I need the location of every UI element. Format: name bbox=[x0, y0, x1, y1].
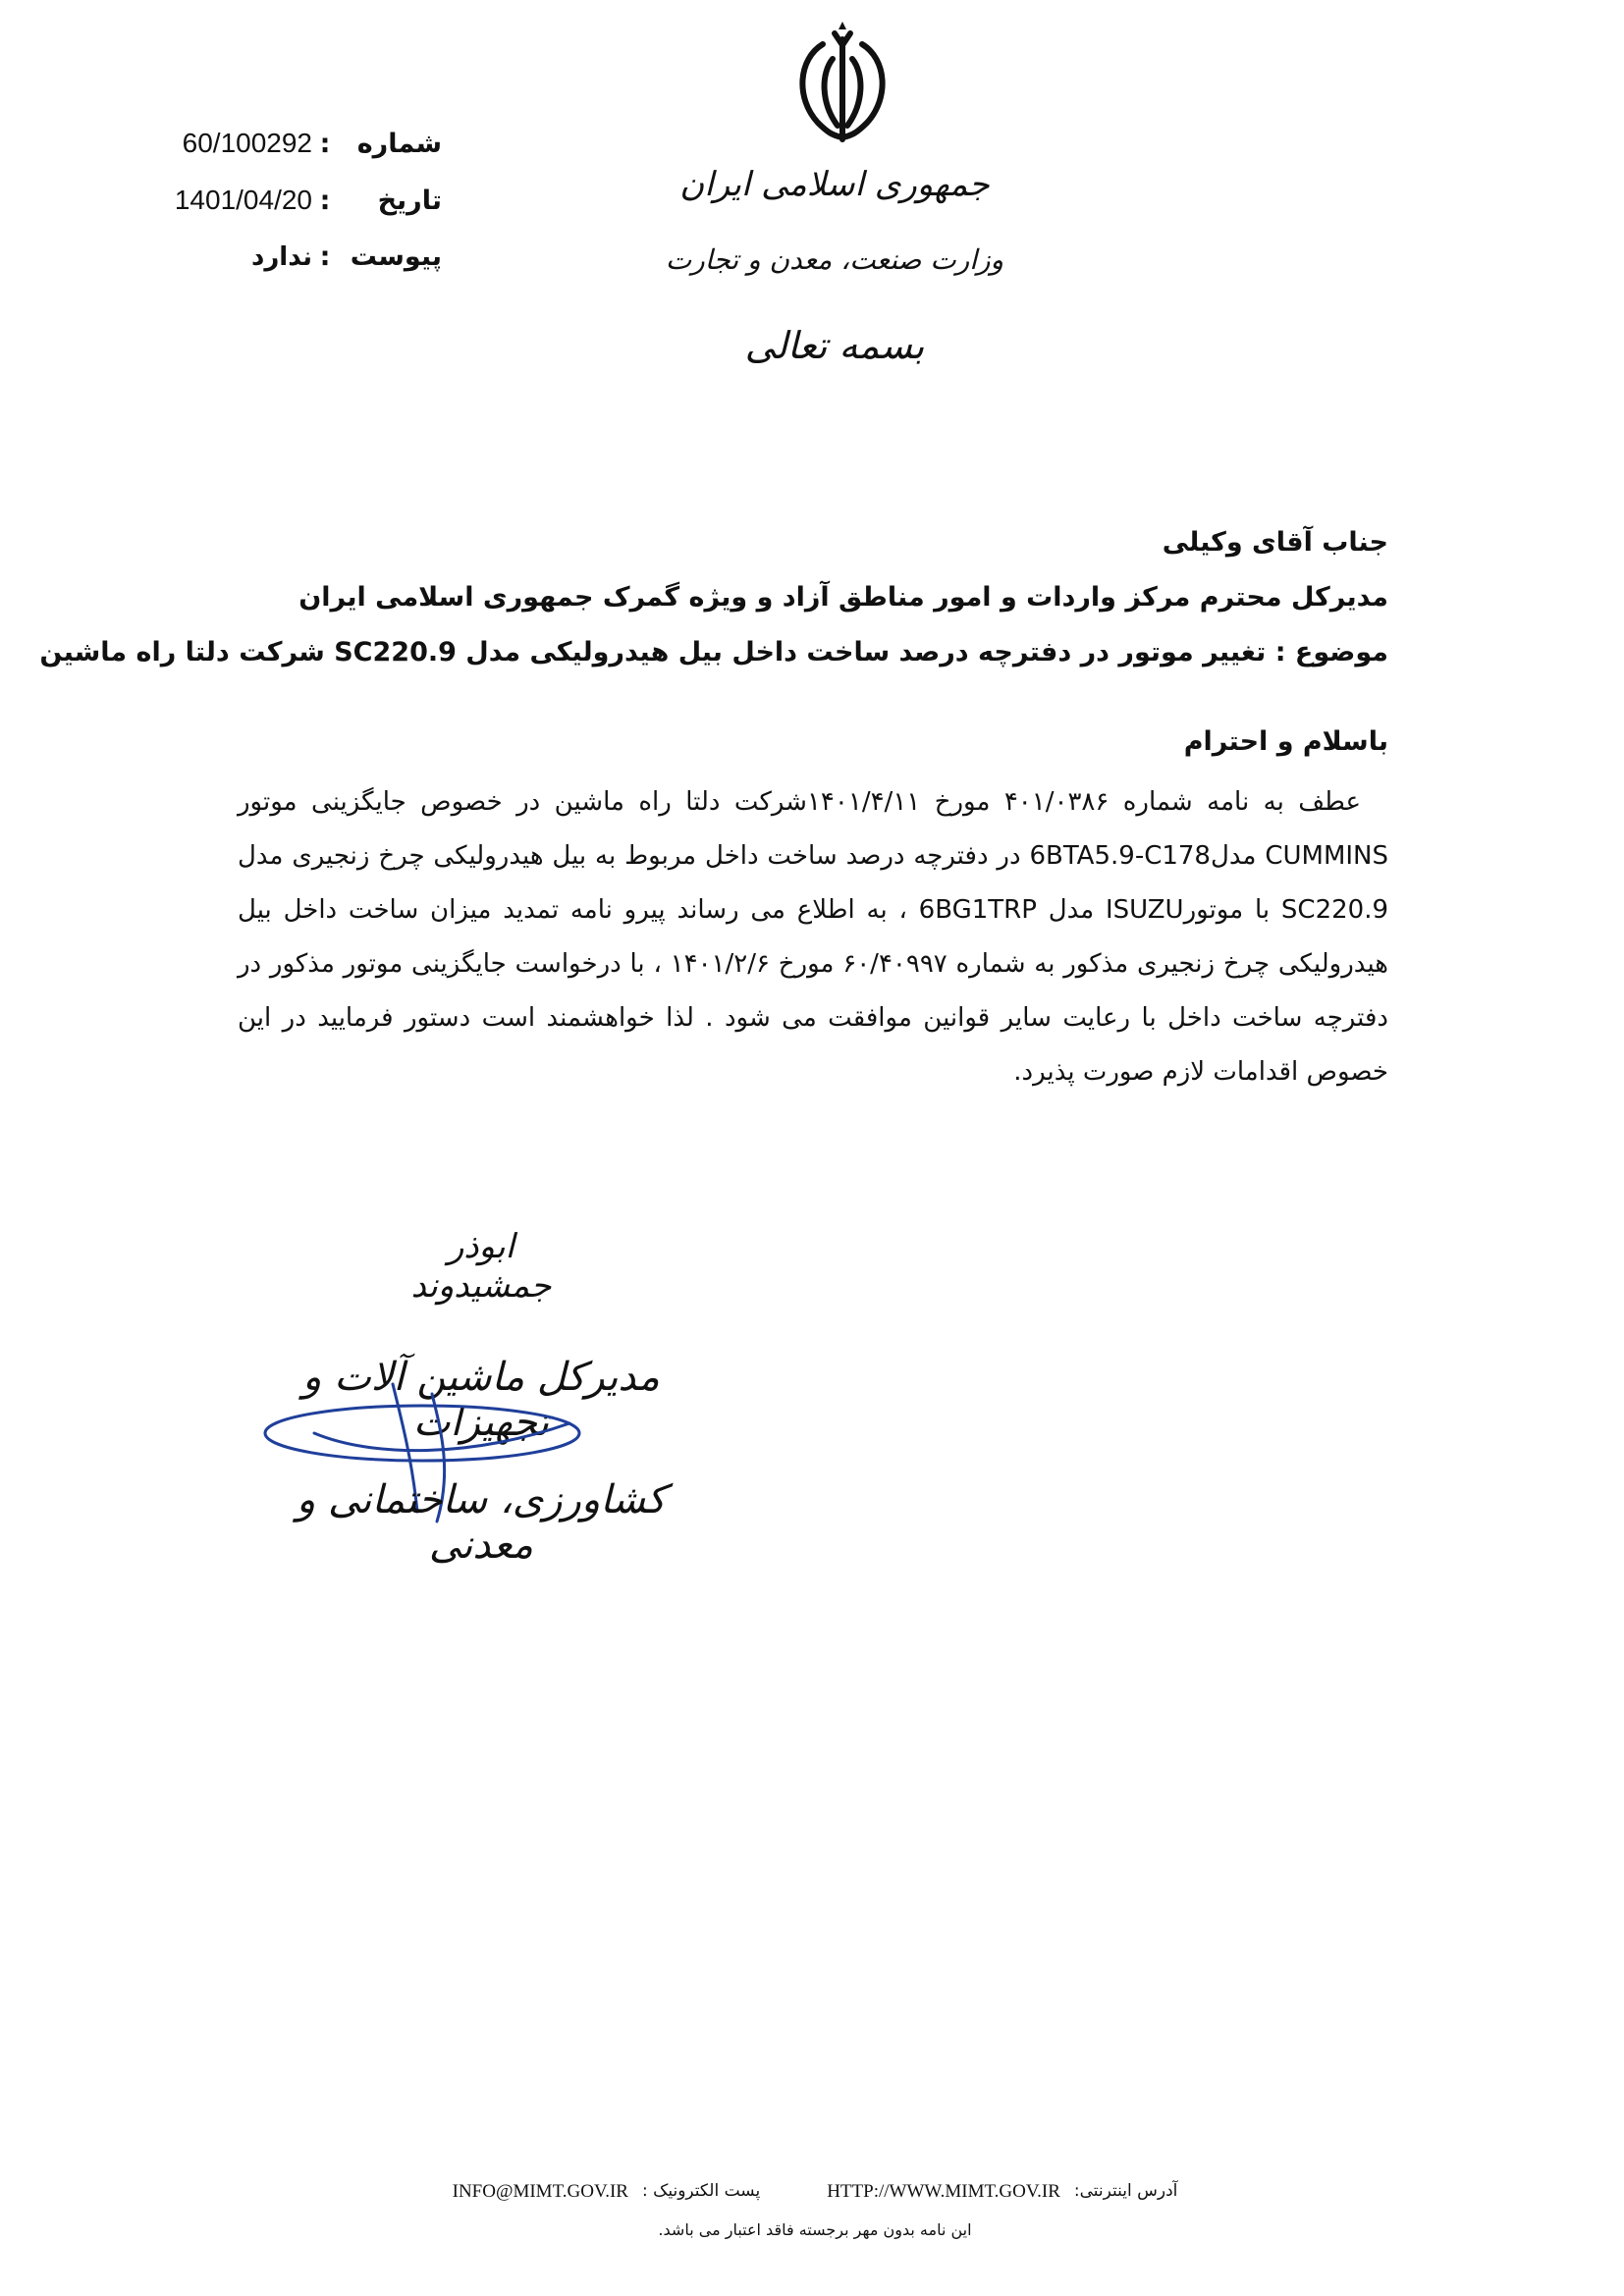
addressee-name: جناب آقای وکیلی bbox=[1162, 527, 1388, 558]
attachment-row bbox=[147, 241, 442, 298]
letter-number-row bbox=[147, 128, 442, 185]
footer-contact bbox=[422, 2181, 1208, 2203]
footer-web-label: آدرس اینترنتی: bbox=[1073, 2181, 1178, 2201]
separator: : bbox=[319, 241, 331, 272]
addressee-title: مدیرکل محترم مرکز واردات و امور مناطق آزاد و ویژه گمرک جمهوری اسلامی ایران bbox=[298, 582, 1388, 613]
letter-date-value: 1401/04/20 bbox=[174, 185, 312, 215]
iran-emblem-icon bbox=[784, 20, 901, 157]
attachment-label: پیوست bbox=[350, 241, 442, 272]
signatory-name: ابوذر جمشیدوند bbox=[410, 1227, 552, 1306]
letter-body: عطف به نامه شماره ۴۰۱/۰۳۸۶ مورخ ۱۴۰۱/۴/۱۱شرکت دلتا راه ماشین در خصوص جایگزینی موتور CUMMINS مدل6BTA5.9-C178 در دفترچه درصد ساخت داخل مربوط به بیل هیدرولیکی چرخ زنجیری مدل SC220.9 با موتورISUZU مدل 6BG1TRP ، به اطلاع می رساند پیرو نامه تمدید میزان ساخت داخل بیل هیدرولیکی چرخ زنجیری مذکور به شماره ۶۰/۴۰۹۹۷ مورخ ۱۴۰۱/۲/۶ ، با درخواست جایگزینی موتور مذکور در دفترچه ساخت داخل با رعایت سایر قوانین موافقت می شود . لذا خواهشمند است دستور فرمایید در این خصوص اقدامات لازم صورت پذیرد. bbox=[238, 787, 1388, 1087]
footer-validity-note: این نامه بدون مهر برجسته فاقد اعتبار می باشد. bbox=[658, 2220, 972, 2239]
separator: : bbox=[319, 186, 331, 216]
attachment-value: ندارد bbox=[250, 242, 312, 272]
signatory-title-line1: مدیرکل ماشین آلات و تجهیزات bbox=[302, 1355, 660, 1445]
subject-line: موضوع : تغییر موتور در دفترچه درصد ساخت داخل بیل هیدرولیکی مدل SC220.9 شرکت دلتا راه ماشین bbox=[39, 637, 1388, 667]
separator: : bbox=[319, 129, 331, 159]
ministry-name: وزارت صنعت، معدن و تجارت bbox=[665, 243, 1004, 276]
greeting: باسلام و احترام bbox=[1183, 726, 1388, 757]
reference-block bbox=[147, 128, 442, 298]
letter-date-label: تاریخ bbox=[377, 186, 442, 216]
footer-email-link[interactable]: INFO@MIMT.GOV.IR bbox=[452, 2181, 628, 2202]
letter-date-row bbox=[147, 185, 442, 241]
signatory-title-line2: کشاورزی، ساختمانی و معدنی bbox=[296, 1477, 667, 1568]
letter-number-label: شماره bbox=[356, 129, 442, 159]
invocation: بسمه تعالی bbox=[744, 324, 925, 367]
footer-email-label: پست الکترونیک : bbox=[641, 2181, 761, 2201]
letter-number-value: 60/100292 bbox=[182, 128, 312, 158]
footer-web-link[interactable]: HTTP://WWW.MIMT.GOV.IR bbox=[827, 2181, 1060, 2202]
country-name: جمهوری اسلامی ایران bbox=[679, 165, 990, 204]
addressee-block bbox=[39, 515, 1388, 680]
